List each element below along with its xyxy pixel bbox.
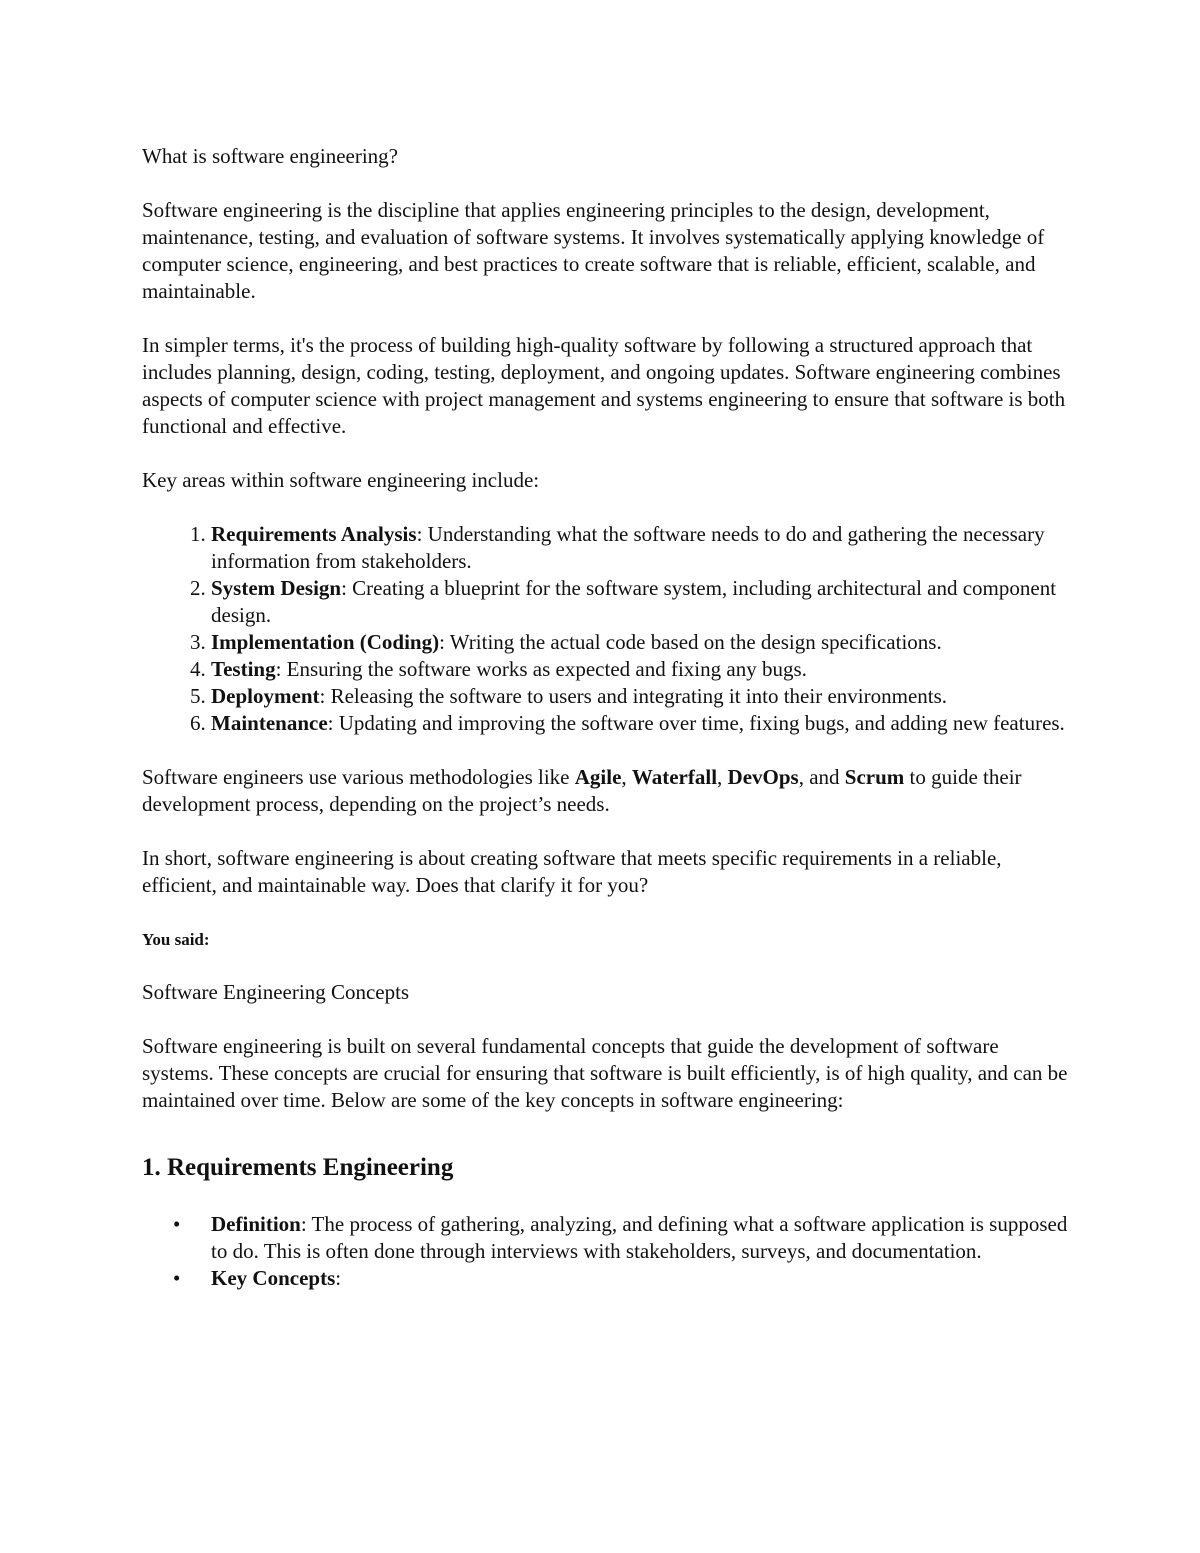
key-area-item: [211, 683, 1072, 710]
key-area-desc: : Writing the actual code based on the design specifications.: [439, 630, 942, 654]
key-area-desc: : Creating a blueprint for the software system, including architectural and component design.: [211, 576, 1057, 627]
key-area-item: [211, 710, 1072, 737]
concepts-intro: Software engineering is built on several fundamental concepts that guide the development of software systems. These concepts are crucial for ensuring that software is built efficiently, is of high quality, and can be maintained over time. Below are some of the key concepts in software engineering:: [142, 1034, 1068, 1112]
summary-paragraph: In short, software engineering is about creating software that meets specific requirements in a reliable, efficient, and maintainable way. Does that clarify it for you?: [142, 846, 1002, 897]
key-area-item: [211, 521, 1072, 575]
methodologies-paragraph: [142, 764, 1072, 818]
key-area-item: [211, 656, 1072, 683]
key-area-term: Maintenance: [211, 711, 328, 735]
bullet-icon: •: [173, 1266, 181, 1290]
key-area-desc: : Updating and improving the software over time, fixing bugs, and adding new features.: [327, 711, 1065, 735]
bullet-item: [173, 1265, 1072, 1292]
key-area-desc: : Ensuring the software works as expected and fixing any bugs.: [275, 657, 807, 681]
intro-paragraph-1: Software engineering is the discipline that applies engineering principles to the design, development, maintenance, testing, and evaluation of software systems. It involves systematically applying knowledge of computer science, engineering, and best practices to create software that is reliable, efficient, scalable, and maintainable.: [142, 198, 1045, 303]
requirements-bullet-list: [142, 1211, 1072, 1292]
concepts-title: Software Engineering Concepts: [142, 980, 410, 1004]
bullet-icon: •: [173, 1212, 181, 1236]
methodologies-sep: ,: [621, 765, 632, 789]
bullet-desc: :: [335, 1266, 342, 1290]
methodology-devops: DevOps: [727, 765, 799, 789]
methodology-scrum: Scrum: [844, 765, 905, 789]
key-area-desc: : Understanding what the software needs to do and gathering the necessary information from stakeholders.: [211, 522, 1045, 573]
key-areas-intro: Key areas within software engineering include:: [142, 468, 540, 492]
key-area-term: Implementation (Coding): [211, 630, 440, 654]
intro-question: What is software engineering?: [142, 144, 398, 168]
methodologies-prefix: Software engineers use various methodologies like: [142, 765, 575, 789]
you-said-label: You said:: [142, 930, 210, 949]
methodologies-suffix: to guide their development process, depending on the project’s needs.: [142, 765, 1022, 816]
bullet-term: Definition: [211, 1212, 301, 1236]
bullet-term: Key Concepts: [211, 1266, 336, 1290]
methodologies-sep: , and: [798, 765, 845, 789]
key-area-desc: : Releasing the software to users and integrating it into their environments.: [319, 684, 948, 708]
key-area-item: [211, 575, 1072, 629]
bullet-desc: : The process of gathering, analyzing, and defining what a software application is supposed to do. This is often done through interviews with stakeholders, surveys, and documentation.: [211, 1212, 1068, 1263]
document-page: [142, 143, 1072, 1319]
methodology-waterfall: Waterfall: [631, 765, 718, 789]
methodology-agile: Agile: [574, 765, 622, 789]
key-area-term: Testing: [211, 657, 276, 681]
bullet-item: [173, 1211, 1072, 1265]
key-areas-list: [142, 521, 1072, 737]
section-heading-requirements: 1. Requirements Engineering: [142, 1154, 454, 1181]
key-area-item: [211, 629, 1072, 656]
key-area-term: Requirements Analysis: [211, 522, 417, 546]
key-area-term: Deployment: [211, 684, 320, 708]
key-area-term: System Design: [211, 576, 342, 600]
methodologies-sep: ,: [717, 765, 728, 789]
intro-paragraph-2: In simpler terms, it's the process of building high-quality software by following a structured approach that includes planning, design, coding, testing, deployment, and ongoing updates. Software engineering combines aspects of computer science with project management and systems engineering to ensure that software is both functional and effective.: [142, 333, 1066, 438]
